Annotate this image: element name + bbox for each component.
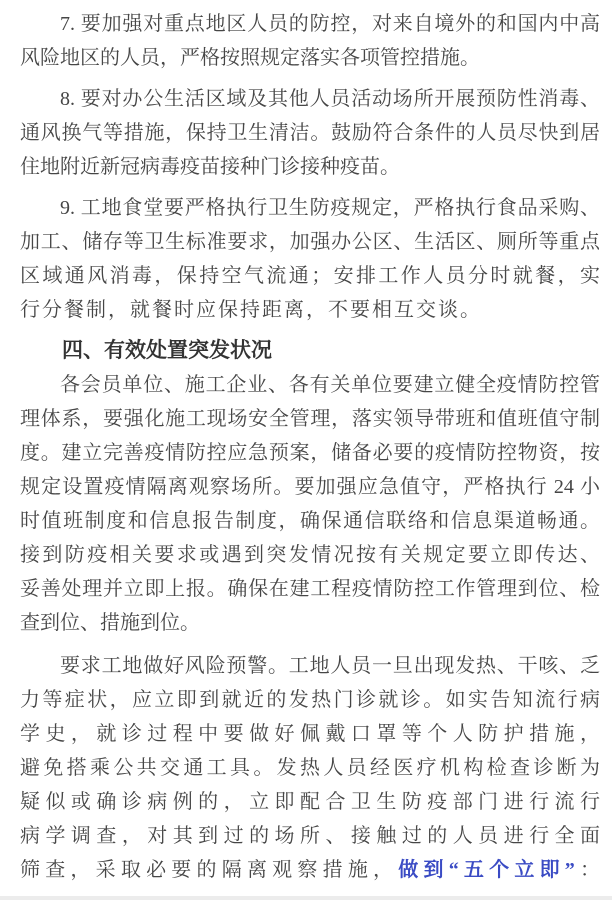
- text-line: 住地附近新冠病毒疫苗接种门诊接种疫苗。: [20, 156, 400, 178]
- text-line: 避免搭乘公共交通工具。发热人员经医疗机构检查诊断为: [20, 757, 600, 779]
- text-line: 要求工地做好风险预警。工地人员一旦出现发热、干咳、乏: [60, 655, 600, 677]
- text-line: 时值班制度和信息报告制度，确保通信联络和信息渠道畅通。: [20, 510, 600, 532]
- text-line: 接到防疫相关要求或遇到突发情况按有关规定要立即传达、: [20, 544, 600, 566]
- text-line: 理体系，要强化施工现场安全管理，落实领导带班和值班值守制: [20, 408, 600, 430]
- text-line: 行分餐制，就餐时应保持距离，不要相互交谈。: [20, 299, 482, 321]
- paragraph-8: [20, 82, 600, 184]
- paragraph-9: [20, 191, 600, 327]
- text-line: 8. 要对办公生活区域及其他人员活动场所开展预防性消毒、: [60, 88, 600, 110]
- text-line: 学史，就诊过程中要做好佩戴口罩等个人防护措施，: [20, 723, 600, 745]
- text-line: 通风换气等措施，保持卫生清洁。鼓励符合条件的人员尽快到居: [20, 122, 600, 144]
- scan-edge: [0, 896, 612, 900]
- text-line: 加工、储存等卫生标准要求，加强办公区、生活区、厕所等重点: [20, 231, 600, 253]
- text-line: 妥善处理并立即上报。确保在建工程疫情防控工作管理到位、检: [20, 578, 600, 600]
- text-line: 7. 要加强对重点地区人员的防控，对来自境外的和国内中高: [60, 13, 600, 35]
- text-line: 力等症状，应立即到就近的发热门诊就诊。如实告知流行病: [20, 689, 600, 711]
- text-line: [20, 853, 600, 887]
- text-line: 病学调查，对其到过的场所、接触过的人员进行全面: [20, 825, 600, 847]
- paragraph-7: [20, 7, 600, 75]
- text-line: 风险地区的人员，严格按照规定落实各项管控措施。: [20, 47, 480, 69]
- text-line: 各会员单位、施工企业、各有关单位要建立健全疫情防控管: [60, 374, 600, 396]
- text-line: 查到位、措施到位。: [20, 612, 200, 634]
- text-line: 度。建立完善疫情防控应急预案，储备必要的疫情防控物资，按: [20, 442, 600, 464]
- paragraph-section4-1: [20, 368, 600, 640]
- text-line: 9. 工地食堂要严格执行卫生防疫规定，严格执行食品采购、: [60, 197, 600, 219]
- text-line: 规定设置疫情隔离观察场所。要加强应急值守，严格执行 24 小: [20, 476, 600, 498]
- section-heading: 四、有效处置突发状况: [62, 339, 272, 362]
- text-line: 疑似或确诊病例的，立即配合卫生防疫部门进行流行: [20, 791, 600, 813]
- line-prefix: 筛查，采取必要的隔离观察措施，: [20, 859, 399, 881]
- paragraph-section4-2: [20, 649, 600, 887]
- line-suffix: ：: [574, 859, 600, 881]
- highlight-five-immediates: 做到“五个立即”: [398, 859, 575, 881]
- text-line: 区域通风消毒，保持空气流通；安排工作人员分时就餐，实: [20, 265, 600, 287]
